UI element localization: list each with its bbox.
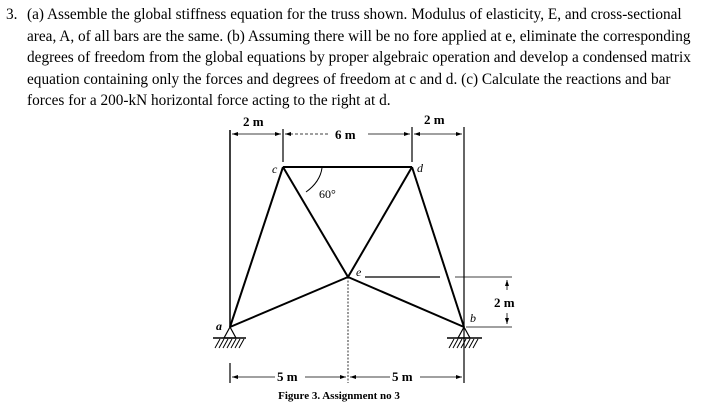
node-b-label: b — [470, 311, 476, 325]
bar-ac — [230, 167, 283, 327]
bar-eb — [348, 277, 464, 327]
question-number: 3. — [6, 6, 18, 23]
angle-label: 60° — [319, 187, 336, 201]
dim-top-mid: 6 m — [335, 127, 356, 142]
question-text: (a) Assemble the global stiffness equation for the truss shown. Modulus of elasticity, E, and cross-sectional area, A, of all bars are the same. (b) Assuming there will be no fore applied at e, eliminate the corresponding degrees of freedom from the global equations by proper algebraic operation and develop a condensed matrix equation containing only the forces and degrees of freedom at c and d. (c) Calculate the reactions and bar forces for a 200-kN horizontal force acting to the right at d. — [27, 6, 691, 110]
bar-ae — [230, 277, 348, 327]
node-e-label: e — [356, 265, 362, 279]
node-c-label: c — [272, 162, 278, 176]
dim-top-left: 2 m — [243, 114, 264, 129]
truss-bars — [230, 167, 464, 327]
dim-bottom-left: 5 m — [277, 369, 298, 384]
bar-db — [412, 167, 464, 327]
node-d-label: d — [417, 161, 423, 175]
dim-top-right: 2 m — [424, 112, 445, 127]
node-a-label: a — [216, 319, 222, 333]
dim-right-height: 2 m — [494, 295, 515, 310]
figure-caption: Figure 3. Assignment no 3 — [278, 390, 400, 402]
bar-de — [348, 167, 412, 277]
dim-bottom-right: 5 m — [392, 369, 413, 384]
